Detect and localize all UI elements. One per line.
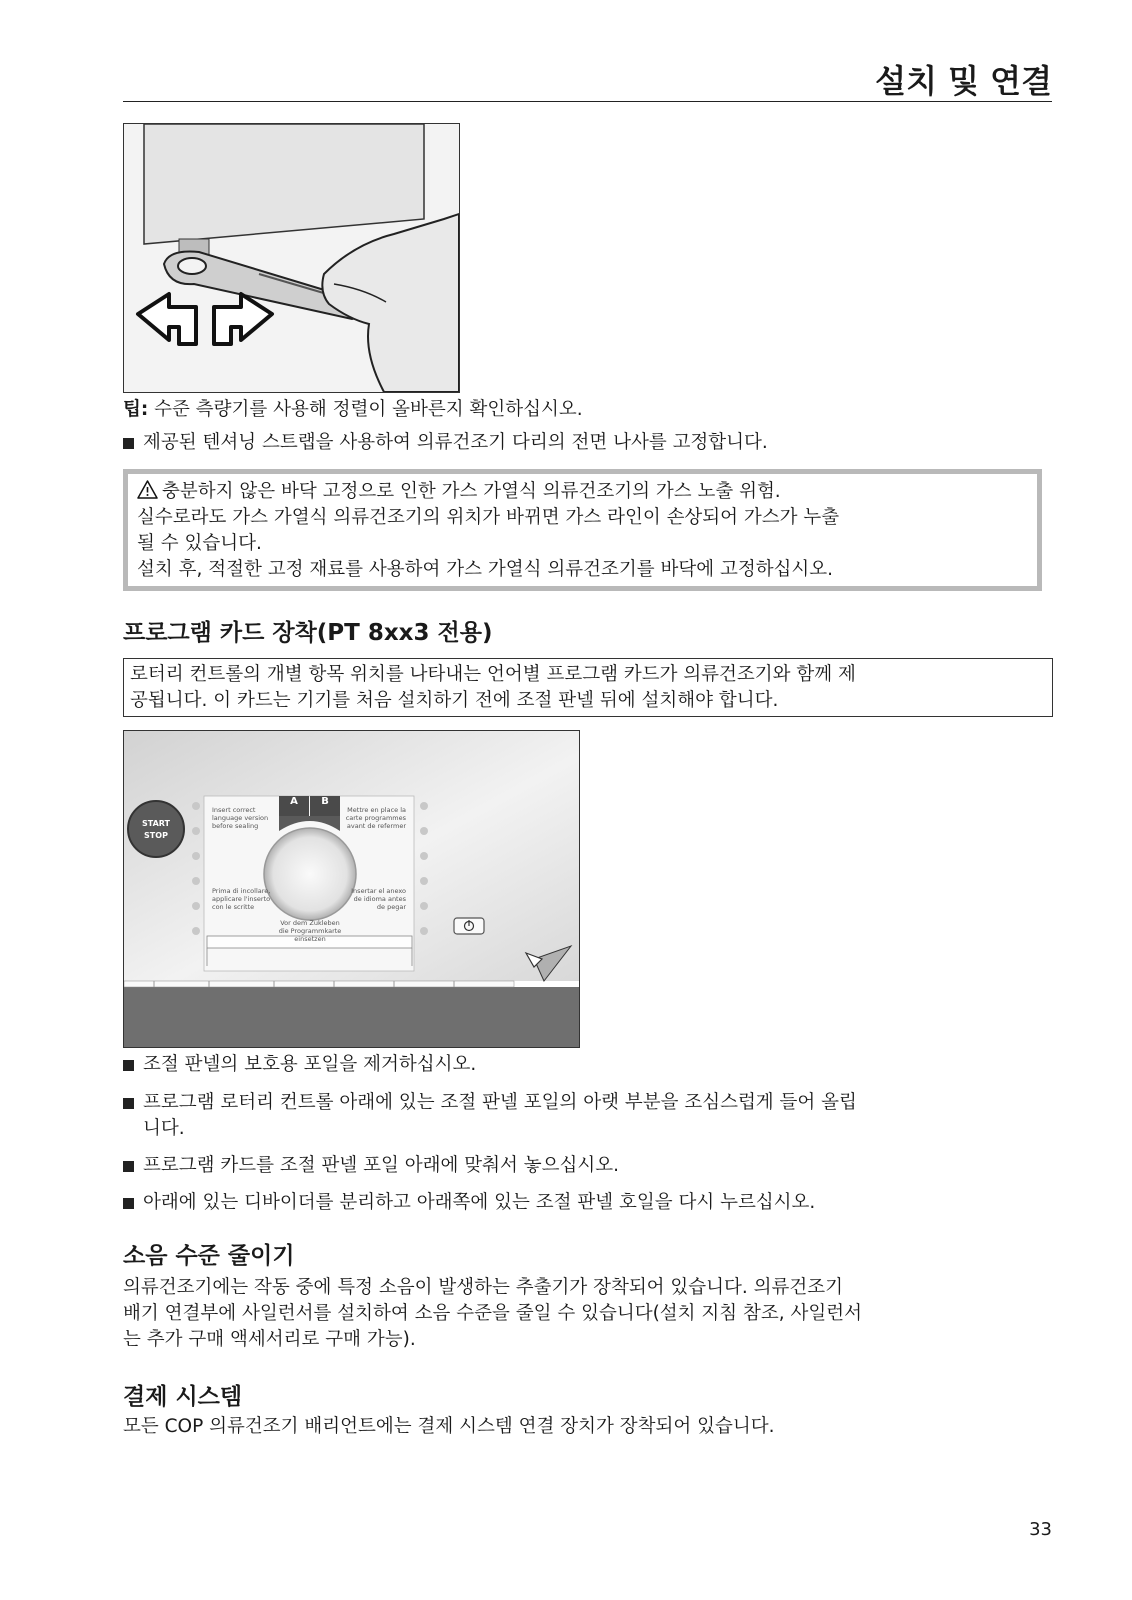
tab-b-label: B <box>321 796 329 807</box>
step-text: 조절 판넬의 보호용 포일을 제거하십시오. <box>143 1054 477 1075</box>
page-number: 33 <box>1029 1519 1052 1540</box>
header-rule <box>123 101 1052 102</box>
note-german: Vor dem Zukleben die Programmkarte einsetzen <box>278 919 342 943</box>
section-heading-program-card: 프로그램 카드 장착(PT 8xx3 전용) <box>123 620 493 646</box>
tab-a-label: A <box>290 796 298 807</box>
warning-line-3: 될 수 있습니다. <box>137 533 262 554</box>
noise-paragraph: 의류건조기에는 작동 중에 특정 소음이 발생하는 추출기가 장착되어 있습니다. 의류건조기 배기 연결부에 사일런서를 설치하여 소음 수준을 줄일 수 있습니다(설치 지침 참조, 사일런서 는 추가 구매 액세서리로 구매 가능). <box>123 1277 863 1350</box>
note-french: Mettre en place la carte programmes avant de refermer <box>345 806 406 830</box>
info-box-line-1: 로터리 컨트롤의 개별 항목 위치를 나타내는 언어별 프로그램 카드가 의류건조기와 함께 제 <box>130 664 856 685</box>
note-english: Insert correct language version before sealing <box>212 806 269 830</box>
step-text: 프로그램 로터리 컨트롤 아래에 있는 조절 판넬 포일의 아랫 부분을 조심스럽게 들어 올립 니다. <box>143 1092 857 1139</box>
tip-label: 팁: <box>123 399 149 420</box>
note-italian: Prima di incollare, applicare l'inserto con le scritte <box>212 887 271 911</box>
step-text: 제공된 텐셔닝 스트랩을 사용하여 의류건조기 다리의 전면 나사를 고정합니다. <box>143 432 768 453</box>
wrench-illustration <box>123 123 460 393</box>
bullet-marker <box>123 1098 134 1109</box>
warning-line-4: 설치 후, 적절한 고정 재료를 사용하여 가스 가열식 의류건조기를 바닥에 고정하십시오. <box>137 559 834 580</box>
warning-icon <box>137 480 158 499</box>
list-item <box>123 1052 476 1078</box>
bullet-marker <box>123 1060 134 1071</box>
wrench-drawing <box>124 124 459 392</box>
warning-line-2: 실수로라도 가스 가열식 의류건조기의 위치가 바뀌면 가스 라인이 손상되어 가스가 누출 <box>137 507 840 528</box>
warning-box <box>123 469 1042 591</box>
info-box-line-2: 공됩니다. 이 카드는 기기를 처음 설치하기 전에 조절 판넬 뒤에 설치해야 합니다. <box>130 690 779 711</box>
list-item <box>123 430 768 456</box>
list-item <box>123 1153 619 1179</box>
step-text: 아래에 있는 디바이더를 분리하고 아래쪽에 있는 조절 판넬 호일을 다시 누르십시오. <box>143 1192 816 1213</box>
start-stop-button <box>135 818 177 842</box>
list-item <box>123 1190 815 1216</box>
page-title: 설치 및 연결 <box>875 62 1052 100</box>
bullet-marker <box>123 1198 134 1209</box>
section-heading-payment: 결제 시스템 <box>123 1384 243 1410</box>
tip-text: 수준 측량기를 사용해 정렬이 올바른지 확인하십시오. <box>148 399 583 420</box>
bullet-marker <box>123 1161 134 1172</box>
control-panel-illustration <box>123 730 580 1048</box>
bullet-marker <box>123 438 134 449</box>
payment-paragraph: 모든 COP 의류건조기 배리언트에는 결제 시스템 연결 장치가 장착되어 있습니다. <box>123 1416 775 1437</box>
info-box <box>123 658 1053 717</box>
stop-label: STOP <box>144 831 168 840</box>
warning-line-1: 충분하지 않은 바닥 고정으로 인한 가스 가열식 의류건조기의 가스 노출 위험. <box>137 479 1037 505</box>
step-text: 프로그램 카드를 조절 판넬 포일 아래에 맞춰서 놓으십시오. <box>143 1155 619 1176</box>
section-heading-noise: 소음 수준 줄이기 <box>123 1243 295 1269</box>
list-item <box>123 1090 857 1142</box>
start-label: START <box>141 819 171 828</box>
note-spanish: Insertar el anexo de idioma antes de pegar <box>351 887 406 911</box>
tip-line <box>123 397 583 423</box>
